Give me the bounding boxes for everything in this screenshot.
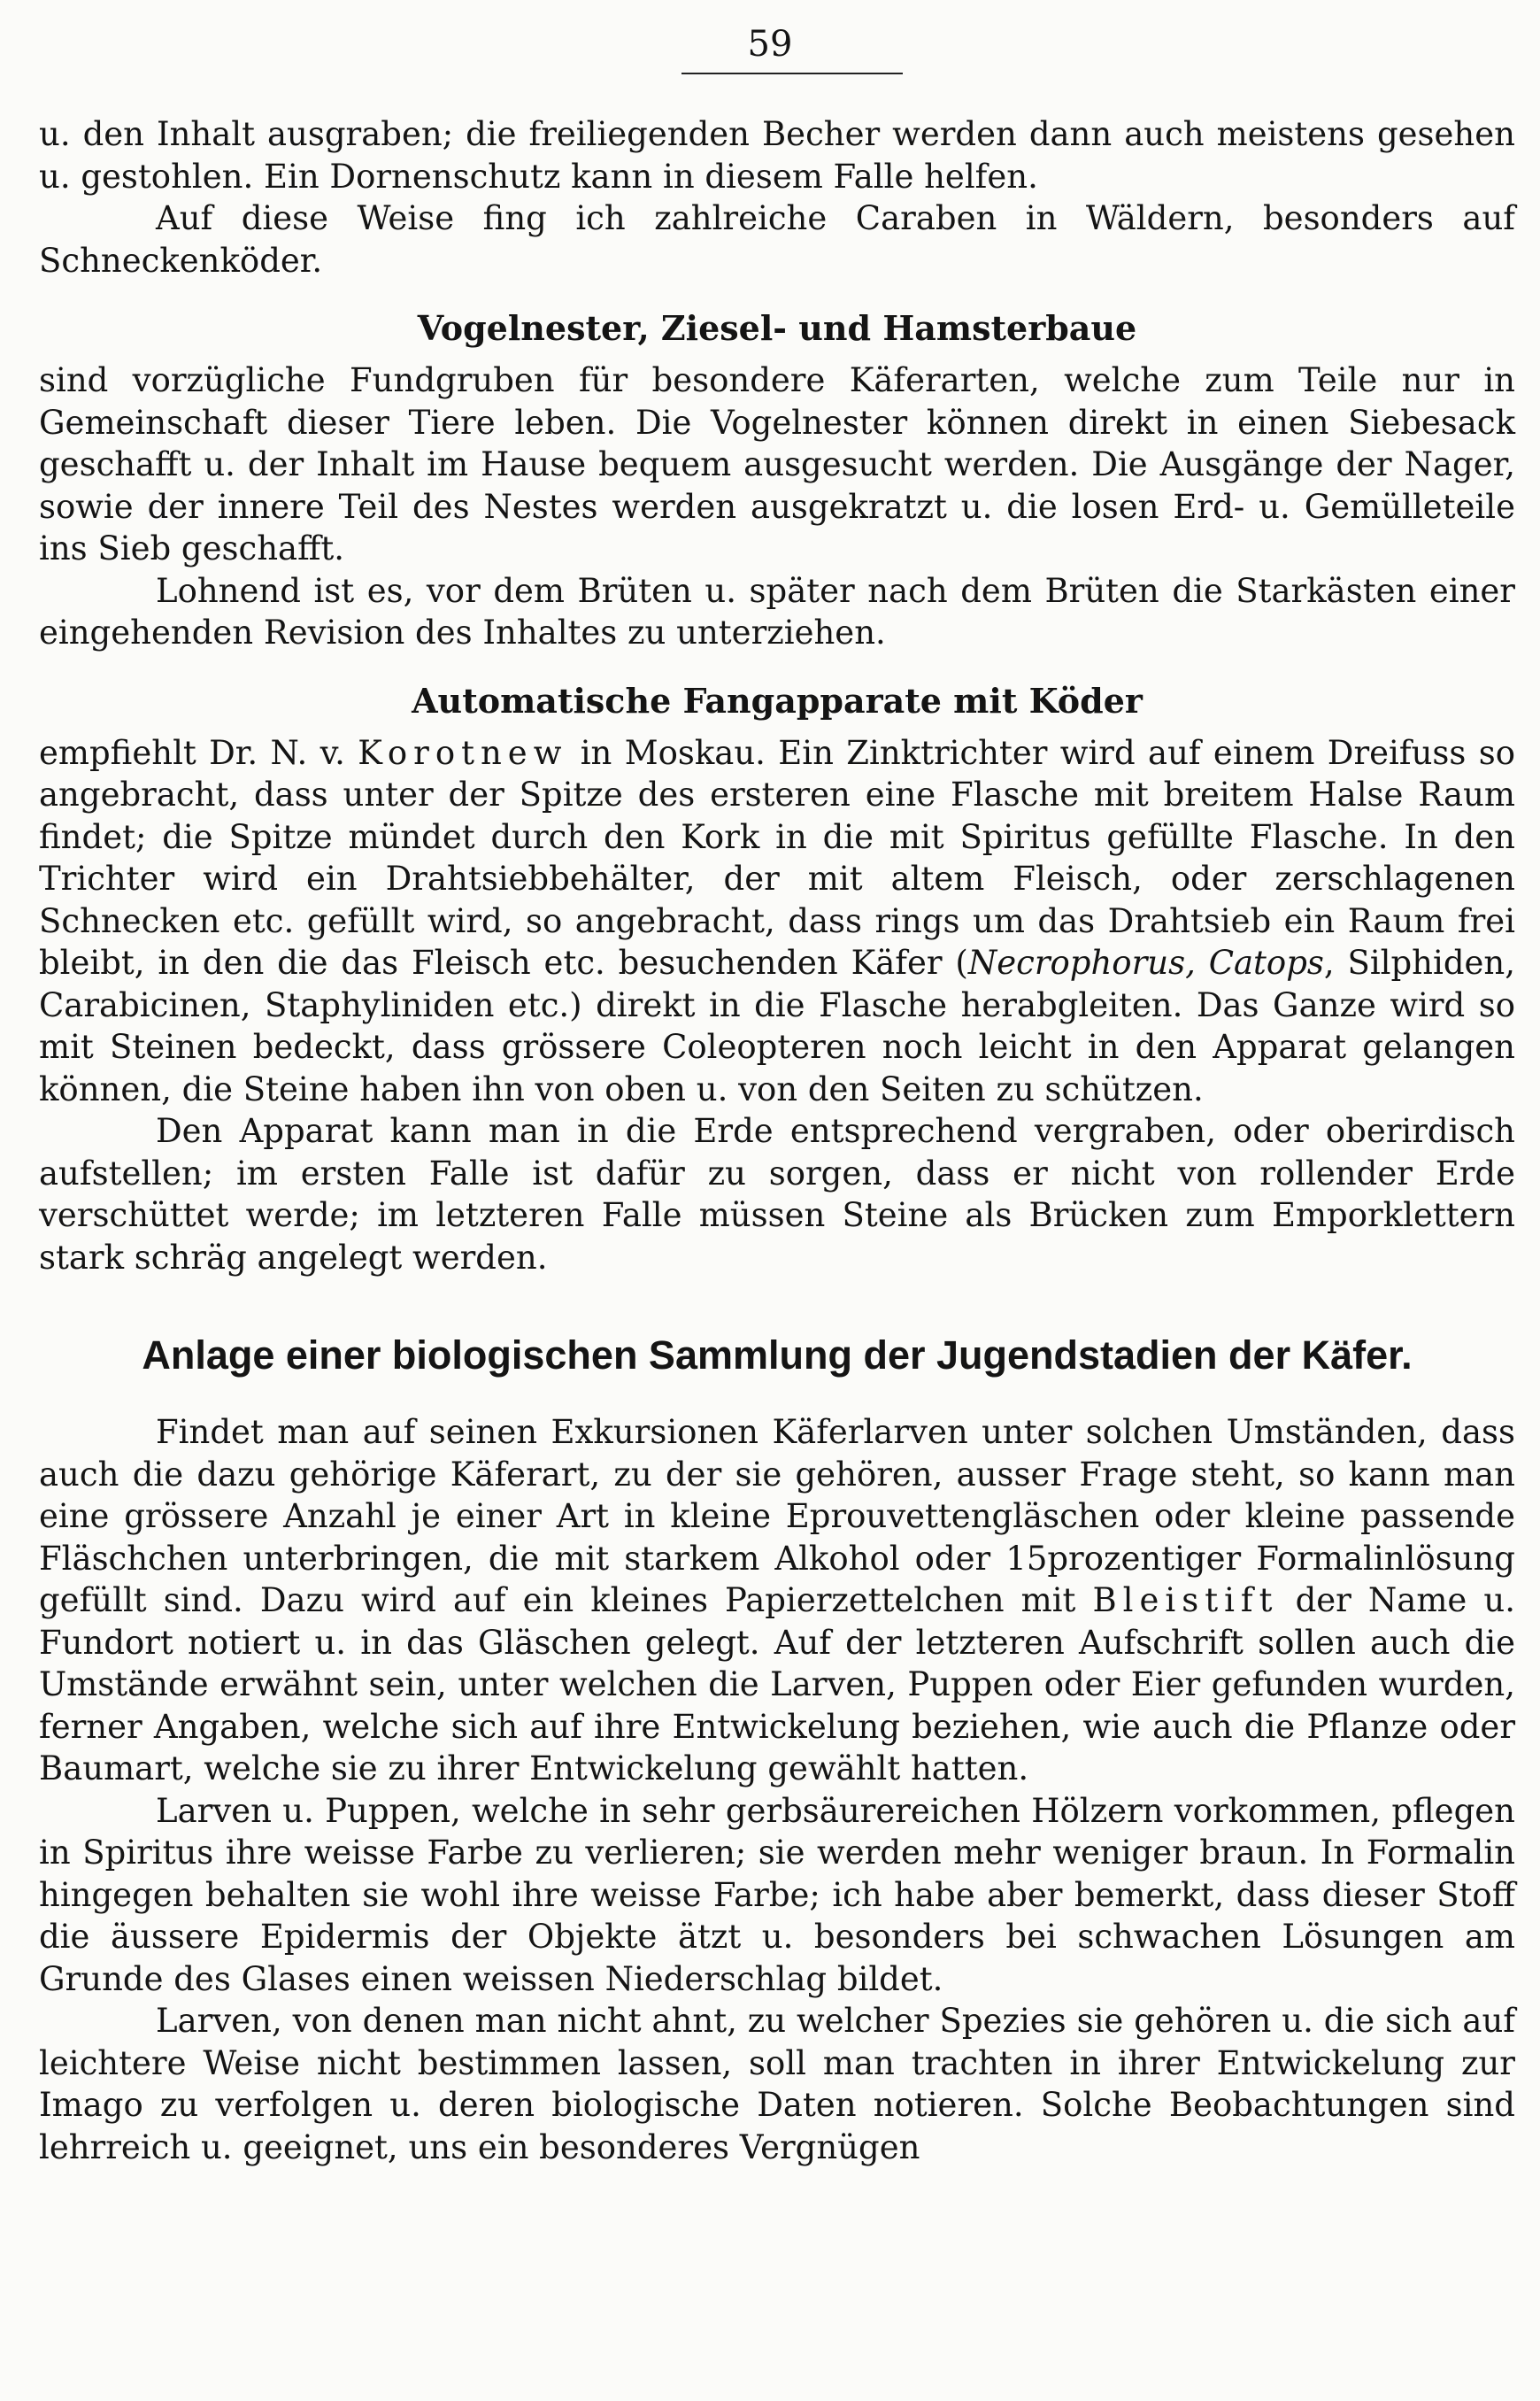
text-run: der Name u. Fundort notiert u. in das Gläschen gelegt. Auf der letzteren Aufschrift sollen auch die Umstände erwähnt sein, unter welchen die Larven, Puppen oder Eier gefunden wurden, ferner Angaben, welche sich auf ihre Entwickelung beziehen, wie auch die Pflanze oder Baumart, welche sie zu ihrer Entwickelung gewählt hatten. [39, 1581, 1515, 1787]
text-run: empfiehlt Dr. N. v. [39, 733, 358, 772]
section-heading: Vogelnester, Ziesel- und Hamsterbaue [417, 308, 1137, 348]
italic-text: Catops [1208, 944, 1324, 982]
chapter-heading: Anlage einer biologischen Sammlung der Jugendstadien der Käfer. [142, 1332, 1413, 1378]
text-run: , Silphiden, Carabicinen, Staphyliniden etc.) direkt in die Flasche herabgleiten. Das Ganze wird so mit Steinen bedeckt, dass grössere Coleopteren noch leicht in den Apparat gelangen können, die Steine haben ihn von oben u. von den Seiten zu schützen. [39, 944, 1516, 1108]
text-run [1196, 944, 1209, 982]
text-run: in Moskau. Ein Zinktrichter wird auf einem Dreifuss so angebracht, dass unter der Spitze des ersteren eine Flasche mit breitem Halse Raum findet; die Spitze mündet durch den Kork in die mit Spiritus gefüllte Flasche. In den Trichter wird ein Drahtsiebbehälter, der mit altem Fleisch, oder zerschlagenen Schnecken etc. gefüllt wird, so angebracht, dass rings um das Drahtsieb ein Raum frei bleibt, in den die das Fleisch etc. besuchenden Käfer ( [39, 733, 1515, 982]
paragraph: Den Apparat kann man in die Erde entsprechend vergraben, oder oberirdisch aufstellen; im ersten Falle ist dafür zu sorgen, dass er nicht von rollender Erde verschüttet werde; im letzteren Falle müssen Steine als Brücken zum Emporklettern stark schräg angelegt werden. [39, 1112, 1515, 1277]
header-rule [681, 73, 903, 74]
italic-text: Necrophorus, [967, 944, 1196, 982]
paragraph [39, 1411, 1515, 1790]
text-run: Findet man auf seinen Exkursionen Käferlarven unter solchen Umständen, dass auch die dazu gehörige Käferart, zu der sie gehören, ausser Frage steht, so kann man eine grössere Anzahl je einer Art in kleine Eprouvettengläschen oder kleine passende Fläschchen unterbringen, die mit starkem Alkohol oder 15prozentiger Formalinlösung gefüllt sind. Dazu wird auf ein kleines Papierzettelchen mit [39, 1413, 1515, 1619]
paragraph: u. den Inhalt ausgraben; die freiliegenden Becher werden dann auch meistens gesehen u. gestohlen. Ein Dornenschutz kann in diesem Falle helfen. [39, 115, 1515, 196]
paragraph: Larven, von denen man nicht ahnt, zu welcher Spezies sie gehören u. die sich auf leichtere Weise nicht bestimmen lassen, soll man trachten in ihrer Entwickelung zur Imago zu verfolgen u. deren biologische Daten notieren. Solche Beobachtungen sind lehrreich u. geeignet, uns ein besonderes Vergnügen [39, 2002, 1515, 2166]
paragraph: Auf diese Weise fing ich zahlreiche Caraben in Wäldern, besonders auf Schneckenköder. [39, 199, 1515, 280]
spaced-text: Korotnew [358, 733, 568, 772]
page-body [39, 113, 1515, 2168]
paragraph: Lohnend ist es, vor dem Brüten u. später nach dem Brüten die Starkästen einer eingehenden Revision des Inhaltes zu unterziehen. [39, 571, 1515, 652]
section-heading: Automatische Fangapparate mit Köder [412, 680, 1143, 721]
spaced-text: Bleistift [1092, 1581, 1279, 1619]
page-number: 59 [747, 24, 793, 65]
paragraph: Larven u. Puppen, welche in sehr gerbsäurereichen Hölzern vorkommen, pflegen in Spiritus ihre weisse Farbe zu verlieren; sie werden mehr weniger braun. In Formalin hingegen behalten sie wohl ihre weisse Farbe; ich habe aber bemerkt, dass dieser Stoff die äussere Epidermis der Objekte ätzt u. besonders bei schwachen Lösungen am Grunde des Glases einen weissen Niederschlag bildet. [39, 1791, 1515, 1998]
paragraph: sind vorzügliche Fundgruben für besondere Käferarten, welche zum Teile nur in Gemeinschaft dieser Tiere leben. Die Vogelnester können direkt in einen Siebesack geschafft u. der Inhalt im Hause bequem ausgesucht werden. Die Ausgänge der Nager, sowie der innere Teil des Nestes werden ausgekratzt u. die losen Erd- u. Gemülleteile ins Sieb geschafft. [39, 361, 1515, 567]
paragraph [39, 732, 1515, 1111]
